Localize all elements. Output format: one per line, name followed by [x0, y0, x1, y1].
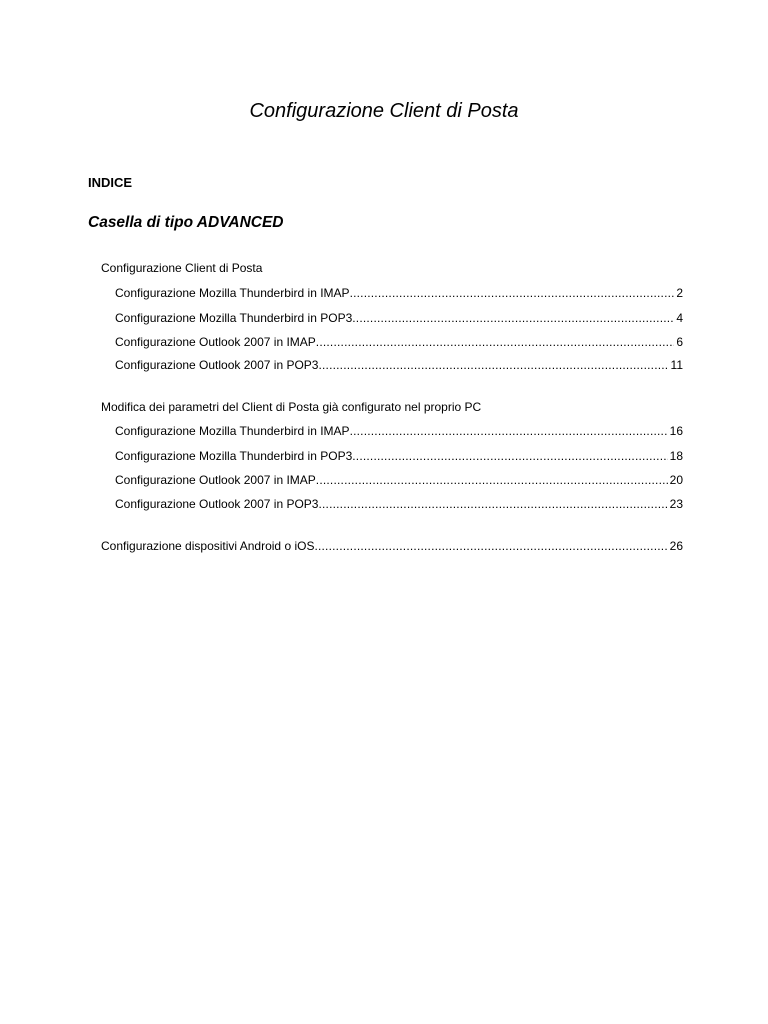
toc-entry-page: 18 [669, 449, 683, 463]
toc-heading: INDICE [88, 175, 133, 190]
toc-leader-dots [316, 471, 668, 489]
toc-leader-dots [352, 309, 674, 327]
toc-entry-label: Configurazione Mozilla Thunderbird in POP3 [115, 311, 353, 325]
toc-entry-page: 11 [670, 358, 683, 372]
toc-section-title: Casella di tipo ADVANCED [88, 214, 284, 231]
toc-entry-page: 26 [669, 539, 683, 553]
toc-entry[interactable] [115, 422, 683, 440]
toc-entry-page: 6 [676, 335, 683, 349]
toc-entry-page: 23 [669, 497, 683, 511]
toc-entry-label: Configurazione dispositivi Android o iOS [101, 539, 315, 553]
toc-entry-page: 4 [676, 311, 683, 325]
toc-entry[interactable] [115, 284, 683, 302]
toc-entry-label: Configurazione Mozilla Thunderbird in POP3 [115, 449, 353, 463]
toc-entry-label: Configurazione Mozilla Thunderbird in IMAP [115, 424, 350, 438]
toc-entry[interactable] [115, 356, 683, 374]
toc-entry[interactable] [115, 495, 683, 513]
toc-leader-dots [318, 495, 667, 513]
toc-leader-dots [350, 284, 675, 302]
toc-group-title: Configurazione Client di Posta [101, 261, 263, 275]
toc-leader-dots [316, 333, 675, 351]
toc-leader-dots [318, 356, 668, 374]
toc-entry-label: Configurazione Outlook 2007 in IMAP [115, 473, 316, 487]
toc-leader-dots [350, 422, 668, 440]
toc-entry-page: 20 [669, 473, 683, 487]
toc-group-title: Modifica dei parametri del Client di Posta già configurato nel proprio PC [101, 400, 482, 414]
toc-entry-label: Configurazione Outlook 2007 in POP3 [115, 497, 319, 511]
toc-entry-label: Configurazione Outlook 2007 in POP3 [115, 358, 319, 372]
toc-entry-page: 16 [669, 424, 683, 438]
toc-entry[interactable] [115, 333, 683, 351]
toc-entry[interactable] [101, 537, 683, 555]
toc-entry[interactable] [115, 471, 683, 489]
document-title: Configurazione Client di Posta [249, 100, 519, 122]
toc-entry-label: Configurazione Outlook 2007 in IMAP [115, 335, 316, 349]
toc-entry[interactable] [115, 309, 683, 327]
toc-entry-page: 2 [676, 286, 683, 300]
toc-leader-dots [352, 447, 667, 465]
toc-leader-dots [314, 537, 667, 555]
toc-entry[interactable] [115, 447, 683, 465]
toc-entry-label: Configurazione Mozilla Thunderbird in IMAP [115, 286, 350, 300]
